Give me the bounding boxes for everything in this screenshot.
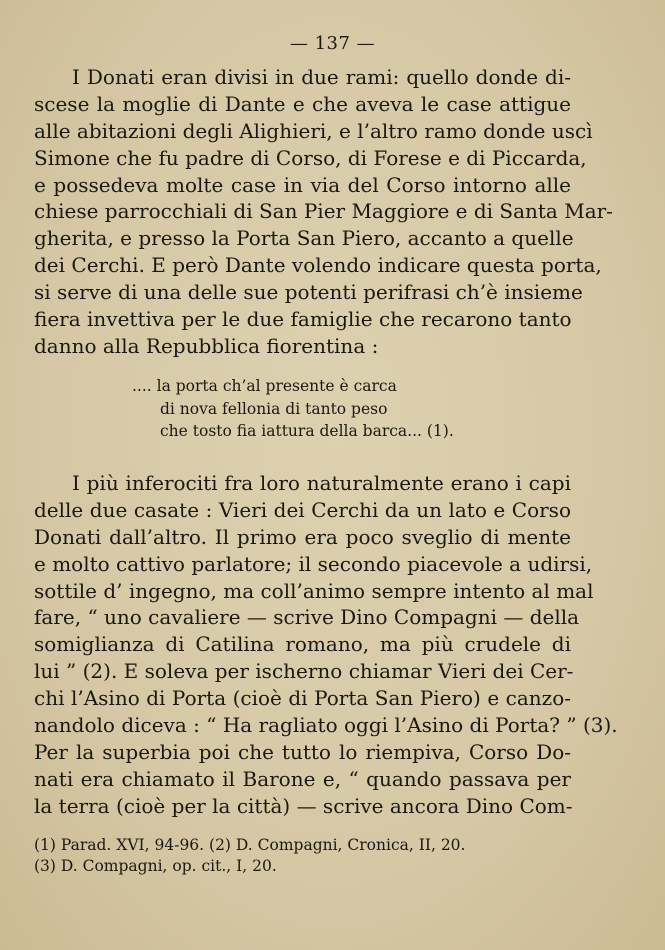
paragraph-2	[34, 470, 618, 820]
text-line: lui ” (2). E soleva per ischerno chiamar Vieri dei Cer-	[34, 659, 574, 684]
footnote: (1) Parad. XVI, 94-96. (2) D. Compagni, Cronica, II, 20.	[34, 836, 466, 854]
text-line: delle due casate : Vieri dei Cerchi da un lato e Corso	[34, 497, 571, 522]
text-line: chiese parrocchiali di San Pier Maggiore e di Santa Mar-	[34, 199, 613, 224]
text-line: dei Cerchi. E però Dante volendo indicare questa porta,	[34, 253, 602, 278]
footnote: (3) D. Compagni, op. cit., I, 20.	[34, 857, 277, 875]
text-line: nandolo diceva : “ Ha ragliato oggi l’Asino di Porta? ” (3).	[34, 713, 618, 738]
paragraph-1	[34, 64, 613, 360]
text-line: gherita, e presso la Porta San Piero, accanto a quelle	[34, 226, 574, 251]
verse-line: .... la porta ch’al presente è carca	[132, 377, 397, 395]
text-line: sottile d’ ingegno, ma coll’animo sempre intento al mal	[34, 578, 594, 603]
text-line: nati era chiamato il Barone e, “ quando passava per	[34, 766, 571, 791]
text-line: danno alla Repubblica fiorentina :	[34, 333, 379, 358]
verse-quotation	[132, 375, 454, 443]
text-line: alle abitazioni degli Alighieri, e l’altro ramo donde uscì	[34, 118, 593, 143]
text-line: Donati dall’altro. Il primo era poco sveglio di mente	[34, 524, 571, 549]
verse-line: che tosto fia iattura della barca... (1).	[160, 422, 454, 440]
text-line: fiera invettiva per le due famiglie che recarono tanto	[34, 307, 572, 332]
text-line: scese la moglie di Dante e che aveva le case attigue	[34, 91, 571, 116]
text-line: e possedeva molte case in via del Corso intorno alle	[34, 172, 571, 197]
text-line: somiglianza di Catilina romano, ma più crudele di	[34, 632, 571, 657]
text-line: fare, “ uno cavaliere — scrive Dino Compagni — della	[34, 605, 580, 630]
text-line: I più inferociti fra loro naturalmente erano i capi	[72, 471, 571, 495]
text-line: e molto cattivo parlatore; il secondo piacevole a udirsi,	[34, 551, 593, 576]
text-line: la terra (cioè per la città) — scrive ancora Dino Com-	[34, 793, 573, 818]
text-line: Per la superbia poi che tutto lo riempiva, Corso Do-	[34, 739, 571, 764]
page-number: — 137 —	[289, 33, 376, 54]
text-line: Simone che fu padre di Corso, di Forese e di Piccarda,	[34, 145, 587, 170]
verse-line: di nova fellonia di tanto peso	[160, 399, 388, 418]
text-line: chi l’Asino di Porta (cioè di Porta San Piero) e canzo-	[34, 686, 571, 711]
text-line: I Donati eran divisi in due rami: quello donde di-	[72, 65, 571, 89]
text-line: si serve di una delle sue potenti perifrasi ch’è insieme	[34, 280, 583, 305]
footnotes	[34, 835, 465, 877]
